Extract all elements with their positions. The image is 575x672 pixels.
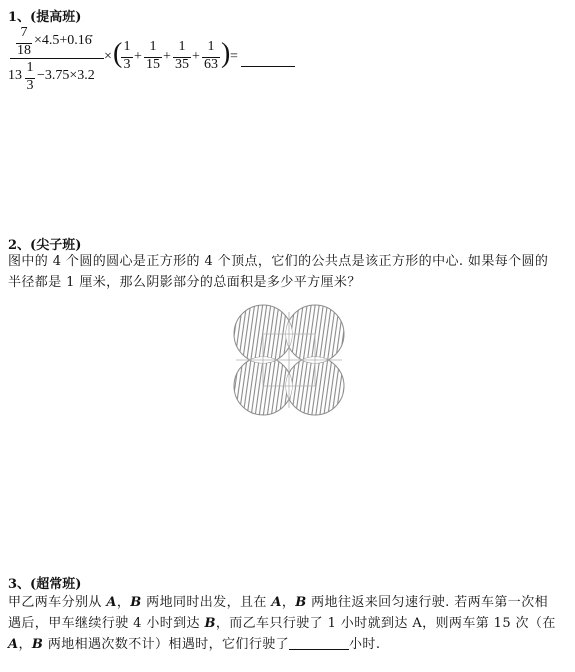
- q2-heading: 2、(尖子班): [8, 238, 82, 253]
- point-b: B: [31, 637, 44, 652]
- point-b: B: [130, 595, 142, 610]
- q1-den-frac-bottom: 3: [26, 78, 34, 93]
- term-frac: [120, 39, 134, 71]
- answer-blank[interactable]: [241, 52, 295, 67]
- q3-text: ，而乙车只行驶了 1 小时就到达 A，则两车第 15 次（在: [215, 616, 556, 631]
- q2-line1: 图中的 4 个圆的圆心是正方形的 4 个顶点，它们的公共点是该正方形的中心. 如果每个圆的: [8, 254, 549, 269]
- q3-text: 遇后，甲车继续行驶 4 小时到达: [8, 616, 205, 631]
- q1-den-rest: −3.75×3.2: [37, 68, 95, 83]
- term-denominator: 63: [204, 57, 218, 72]
- q1-num-rest: ×4.5+0.16̇: [34, 33, 92, 48]
- q3-line3: [8, 634, 568, 655]
- main-fraction-bar: [10, 58, 104, 59]
- q3-line1: [8, 592, 568, 613]
- point-a: A: [106, 595, 117, 610]
- term-denominator: 35: [175, 57, 189, 72]
- q1-den-frac-top: 1: [26, 60, 34, 75]
- term-frac: [172, 39, 192, 71]
- q3-text: 两地往返来回匀速行驶. 若两车第一次相: [306, 595, 549, 610]
- paren-open: (: [113, 38, 123, 69]
- term-denominator: 3: [123, 57, 131, 72]
- term-numerator: 1: [149, 39, 157, 54]
- q2-line2: 半径都是 1 厘米，那么阴影部分的总面积是多少平方厘米？: [8, 275, 361, 290]
- four-circles-figure: [226, 300, 356, 424]
- comma: ，: [116, 595, 131, 610]
- point-b: B: [295, 595, 307, 610]
- plus-sign: +: [192, 49, 200, 64]
- q3-text: 小时.: [349, 637, 381, 652]
- comma: ，: [18, 637, 32, 652]
- q3-heading: 3、(超常班): [8, 577, 82, 592]
- q3-text: 两地相遇次数不计）相遇时，它们行驶了: [43, 637, 290, 652]
- q1-num-frac-top: 7: [20, 25, 28, 40]
- q3-text: 甲乙两车分别从: [8, 595, 107, 610]
- q1-heading: 1、(提高班): [8, 10, 82, 25]
- paren-close: ): [221, 38, 231, 69]
- plus-sign: +: [163, 49, 171, 64]
- q1-den-frac: [24, 60, 36, 92]
- q3-line2: [8, 613, 568, 634]
- term-numerator: 1: [207, 39, 215, 54]
- term-frac: [143, 39, 163, 71]
- plus-sign: +: [134, 49, 142, 64]
- point-a: A: [8, 637, 19, 652]
- q1-num-frac: [14, 25, 34, 57]
- times-sign: ×: [104, 49, 112, 64]
- comma: ，: [281, 595, 296, 610]
- answer-blank[interactable]: [289, 635, 349, 650]
- term-numerator: 1: [123, 39, 131, 54]
- term-denominator: 15: [146, 57, 160, 72]
- q3-text: 两地同时出发，且在: [141, 595, 272, 610]
- term-numerator: 1: [178, 39, 186, 54]
- q1-den-whole: 13: [8, 68, 22, 83]
- term-frac: [201, 39, 221, 71]
- point-b: B: [204, 616, 216, 631]
- equals-sign: =: [230, 49, 238, 64]
- point-a: A: [271, 595, 282, 610]
- q1-num-frac-bottom: 18: [17, 43, 31, 58]
